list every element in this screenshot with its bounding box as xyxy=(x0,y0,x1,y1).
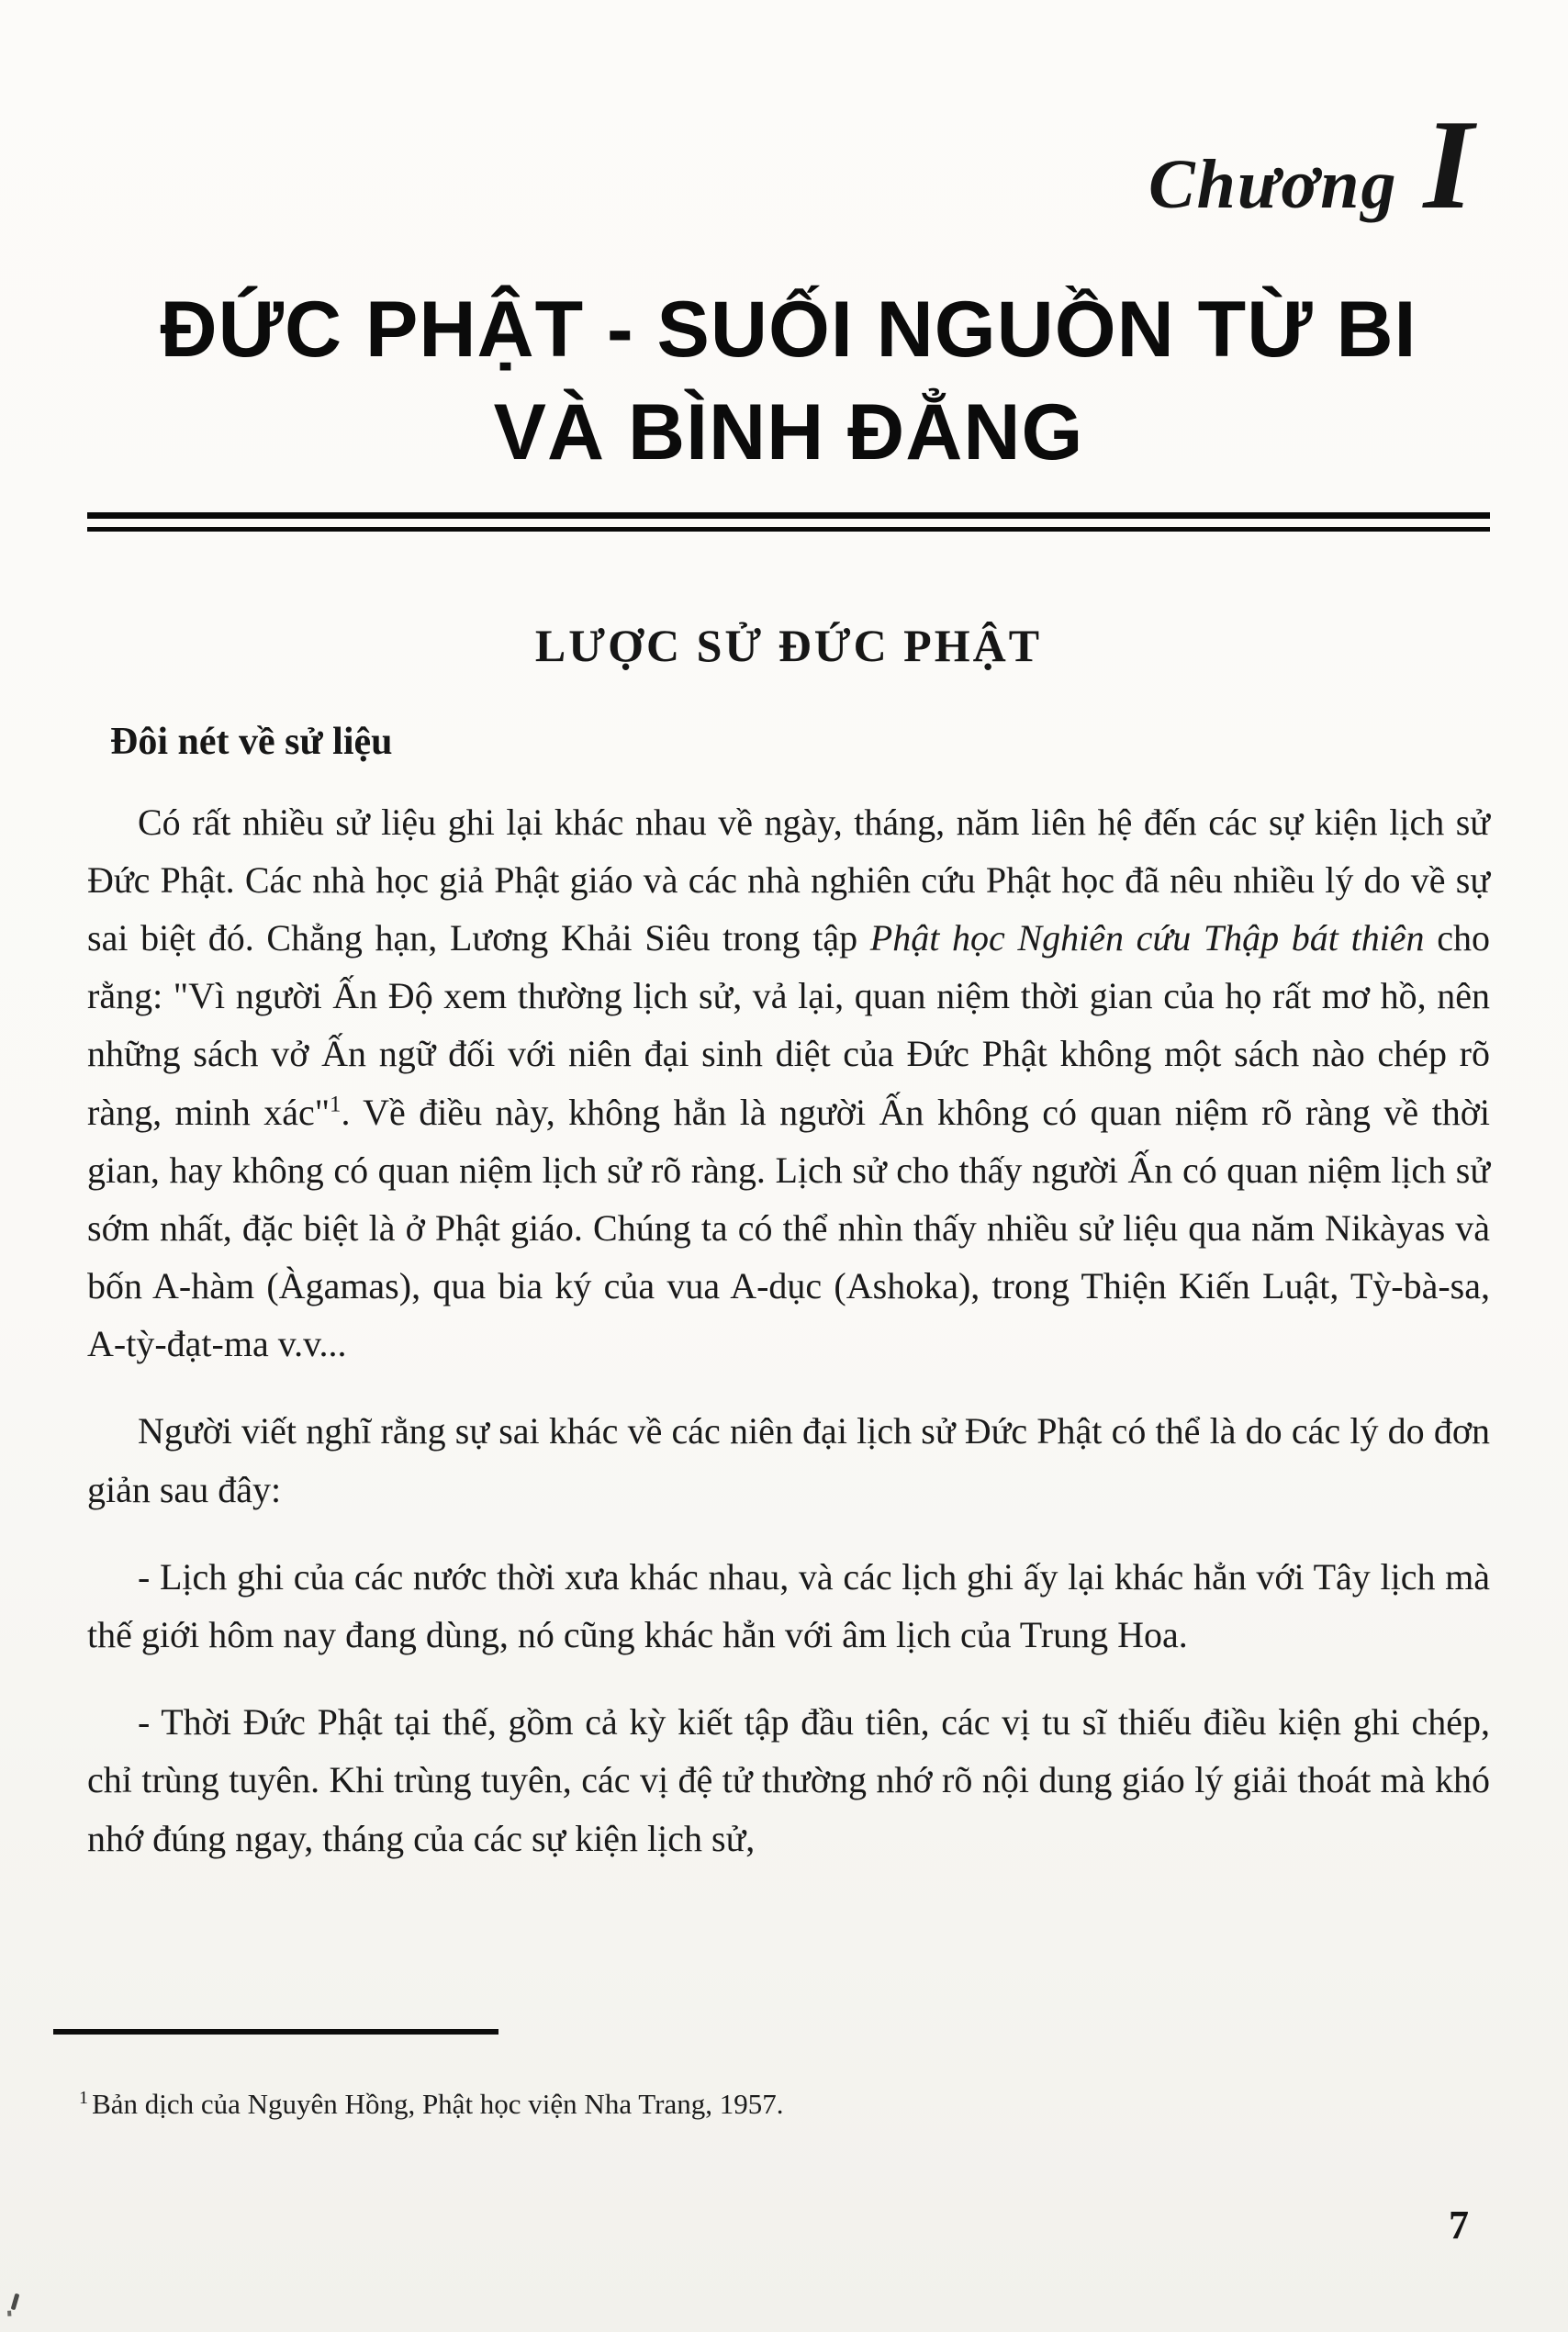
paragraph-1-text-mid: cho rằng: "Vì người Ấn Độ xem thường lịch sử, vả lại, quan niệm thời gian của họ rất mơ hồ, nên những sách vở Ấn ngữ đối với niên đại sinh diệt của Đức Phật không một sách nào chép rõ ràng, minh xác" xyxy=(87,916,1490,1133)
chapter-title-line1: ĐỨC PHẬT - SUỐI NGUỒN TỪ BI xyxy=(160,286,1417,374)
chapter-title-line2: VÀ BÌNH ĐẲNG xyxy=(493,387,1084,476)
paragraph-2: Người viết nghĩ rằng sự sai khác về các niên đại lịch sử Đức Phật có thể là do các lý do đơn giản sau đây: xyxy=(87,1410,1490,1510)
chapter-numeral: I xyxy=(1423,94,1473,236)
footnote-reference-marker: 1 xyxy=(330,1092,342,1117)
chapter-heading xyxy=(87,94,1490,248)
chapter-title xyxy=(87,279,1490,485)
footnote-divider-rule xyxy=(53,2029,498,2035)
section-heading: LƯỢC SỬ ĐỨC PHẬT xyxy=(534,619,1043,671)
chapter-label: Chương xyxy=(1148,146,1398,223)
title-divider-rule xyxy=(87,512,1490,532)
paragraph-1-text-post: . Về điều này, không hẳn là người Ấn không có quan niệm rõ ràng về thời gian, hay không có quan niệm lịch sử rõ ràng. Lịch sử cho thấy người Ấn có quan niệm lịch sử sớm nhất, đặc biệt là ở Phật giáo. Chúng ta có thể nhìn thấy nhiều sử liệu qua năm Nikàyas và bốn A-hàm (Àgamas), qua bia ký của vua A-dục (Ashoka), trong Thiện Kiến Luật, Tỳ-bà-sa, A-tỳ-đạt-ma v.v... xyxy=(87,1091,1490,1365)
book-title-reference: Phật học Nghiên cứu Thập bát thiên xyxy=(869,916,1425,959)
footnote-area xyxy=(53,2029,1490,2121)
paragraph-3: - Lịch ghi của các nước thời xưa khác nhau, và các lịch ghi ấy lại khác hẳn với Tây lịch mà thế giới hôm nay đang dùng, nó cũng khác hẳn với âm lịch của Trung Hoa. xyxy=(87,1555,1490,1656)
paragraph-1 xyxy=(87,793,1490,1373)
page-number: 7 xyxy=(1449,2203,1469,2248)
footnote xyxy=(79,2088,1490,2121)
subsection-heading: Đôi nét về sử liệu xyxy=(110,720,393,763)
scan-artifact-mark xyxy=(11,2293,20,2311)
paragraph-1-text-pre: Có rất nhiều sử liệu ghi lại khác nhau về ngày, tháng, năm liên hệ đến các sự kiện lịch sử Đức Phật. Các nhà học giả Phật giáo và các nhà nghiên cứu Phật học đã nêu nhiều lý do về sự sai biệt đó. Chẳng hạn, Lương Khải Siêu trong tập xyxy=(87,801,1490,959)
footnote-text: Bản dịch của Nguyên Hồng, Phật học viện Nha Trang, 1957. xyxy=(92,2088,784,2120)
paragraph-4: - Thời Đức Phật tại thế, gồm cả kỳ kiết tập đầu tiên, các vị tu sĩ thiếu điều kiện ghi chép, chỉ trùng tuyên. Khi trùng tuyên, các vị đệ tử thường nhớ rõ nội dung giáo lý giải thoát mà khó nhớ đúng ngay, tháng của các sự kiện lịch sử, xyxy=(87,1701,1490,1859)
footnote-marker: 1 xyxy=(79,2087,89,2108)
